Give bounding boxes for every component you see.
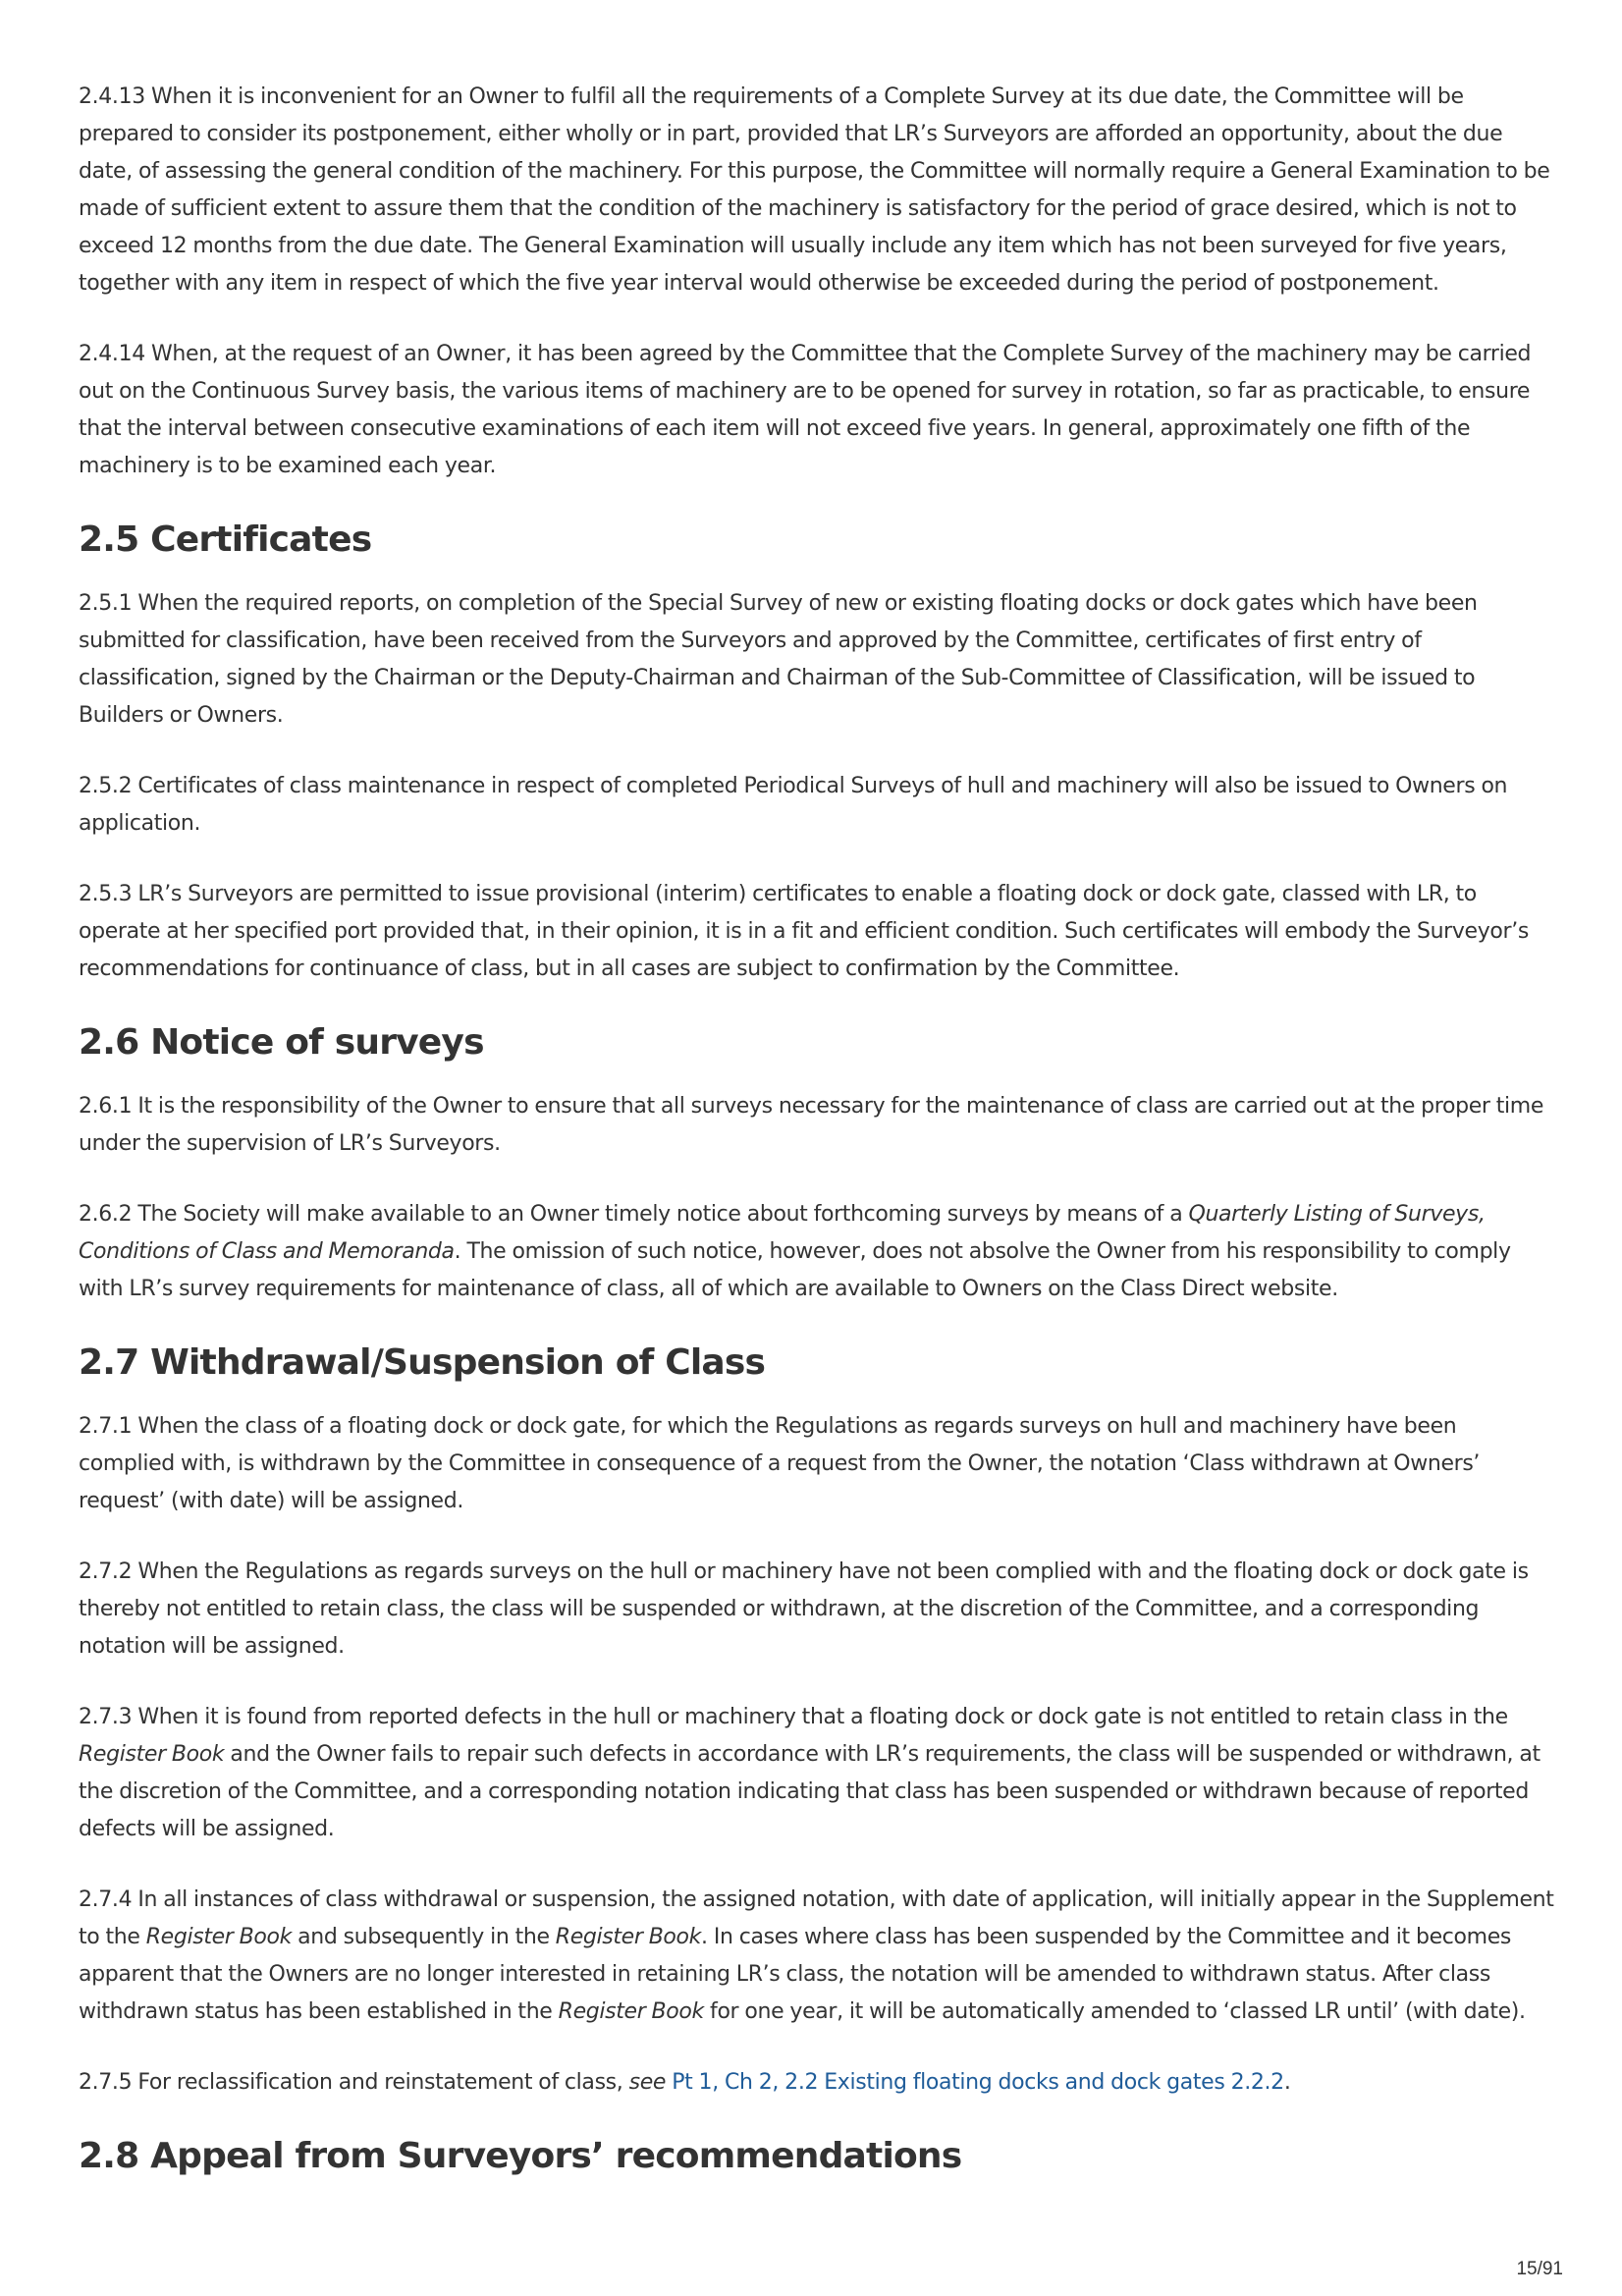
section-heading-notice-of-surveys: 2.6 Notice of surveys xyxy=(79,1022,484,1063)
section-heading-certificates: 2.5 Certificates xyxy=(79,519,372,560)
paragraph-2-5-2: 2.5.2 Certificates of class maintenance in respect of completed Periodical Surveys of hull and machinery will also be issued to Owners on application. xyxy=(79,774,1508,836)
paragraph-2-7-4-text-c: . In cases where class has been suspended by the Committee and it becomes apparent that the Owners are no longer interested in retaining LR’s class, the notation will be amended to withdrawn status. After class withdrawn status has been established in the xyxy=(79,1925,1512,2024)
paragraph-2-7-5 xyxy=(79,2064,1556,2102)
document-page xyxy=(79,79,1556,2202)
paragraph-2-7-4-text-b: and subsequently in the xyxy=(292,1925,556,1949)
paragraph-2-4-13: 2.4.13 When it is inconvenient for an Owner to fulfil all the requirements of a Complete Survey at its due date, the Committee will be prepared to consider its postponement, either wholly or in part, provided that LR’s Surveyors are afforded an opportunity, about the due date, of assessing the general condition of the machinery. For this purpose, the Committee will normally require a General Examination to be made of sufficient extent to assure them that the condition of the machinery is satisfactory for the period of grace desired, which is not to exceed 12 months from the due date. The General Examination will usually include any item which has not been surveyed for five years, together with any item in respect of which the five year interval would otherwise be exceeded during the period of postponement. xyxy=(79,84,1550,296)
paragraph-2-5-3: 2.5.3 LR’s Surveyors are permitted to issue provisional (interim) certificates to enable a floating dock or dock gate, classed with LR, to operate at her specified port provided that, in their opinion, it is in a fit and efficient condition. Such certificates will embody the Surveyor’s recommendations for continuance of class, but in all cases are subject to confirmation by the Committee. xyxy=(79,882,1529,981)
paragraph-2-4-14: 2.4.14 When, at the request of an Owner, it has been agreed by the Committee that the Complete Survey of the machinery may be carried out on the Continuous Survey basis, the various items of machinery are to be opened for survey in rotation, so far as practicable, to ensure that the interval between consecutive examinations of each item will not exceed five years. In general, approximately one fifth of the machinery is to be examined each year. xyxy=(79,342,1532,478)
paragraph-2-6-1: 2.6.1 It is the responsibility of the Owner to ensure that all surveys necessary for the maintenance of class are carried out at the proper time under the supervision of LR’s Surveyors. xyxy=(79,1094,1544,1156)
page-number: 15/91 xyxy=(1516,2259,1563,2279)
register-book-title: Register Book xyxy=(558,1999,704,2024)
paragraph-2-6-2-text: 2.6.2 The Society will make available to an Owner timely notice about forthcoming surveys by means of a xyxy=(79,1202,1189,1227)
see-word: see xyxy=(628,2070,667,2095)
section-heading-withdrawal-suspension: 2.7 Withdrawal/Suspension of Class xyxy=(79,1342,766,1383)
register-book-title: Register Book xyxy=(145,1925,292,1949)
paragraph-2-7-5-text: 2.7.5 For reclassification and reinstatement of class, xyxy=(79,2070,629,2095)
paragraph-2-6-2 xyxy=(79,1196,1556,1308)
paragraph-2-7-3-text-end: and the Owner fails to repair such defects in accordance with LR’s requirements, the class will be suspended or withdrawn, at the discretion of the Committee, and a corresponding notation indicating that class has been suspended or withdrawn because of reported defects will be assigned. xyxy=(79,1742,1541,1841)
paragraph-2-7-3-text: 2.7.3 When it is found from reported defects in the hull or machinery that a floating dock or dock gate is not entitled to retain class in the xyxy=(79,1705,1508,1729)
section-heading-appeal: 2.8 Appeal from Surveyors’ recommendations xyxy=(79,2136,962,2176)
cross-reference-link[interactable]: Pt 1, Ch 2, 2.2 Existing floating docks and dock gates 2.2.2 xyxy=(672,2070,1284,2095)
paragraph-2-7-2: 2.7.2 When the Regulations as regards surveys on the hull or machinery have not been complied with and the floating dock or dock gate is thereby not entitled to retain class, the class will be suspended or withdrawn, at the discretion of the Committee, and a corresponding notation will be assigned. xyxy=(79,1559,1529,1659)
paragraph-2-7-3 xyxy=(79,1699,1556,1848)
paragraph-2-7-1: 2.7.1 When the class of a floating dock or dock gate, for which the Regulations as regards surveys on hull and machinery have been complied with, is withdrawn by the Committee in consequence of a request from the Owner, the notation ‘Class withdrawn at Owners’ request’ (with date) will be assigned. xyxy=(79,1414,1481,1513)
paragraph-2-5-1: 2.5.1 When the required reports, on completion of the Special Survey of new or existing floating docks or dock gates which have been submitted for classification, have been received from the Surveyors and approved by the Committee, certificates of first entry of classification, signed by the Chairman or the Deputy-Chairman and Chairman of the Sub-Committee of Classification, will be issued to Builders or Owners. xyxy=(79,591,1478,728)
register-book-title: Register Book xyxy=(555,1925,702,1949)
paragraph-2-6-2-text-end: . The omission of such notice, however, does not absolve the Owner from his responsibility to comply with LR’s survey requirements for maintenance of class, all of which are available to Owners on the Class Direct website. xyxy=(79,1239,1511,1301)
register-book-title: Register Book xyxy=(79,1742,225,1767)
paragraph-2-7-4-text-d: for one year, it will be automatically amended to ‘classed LR until’ (with date). xyxy=(703,1999,1526,2024)
paragraph-2-7-4-text-a: 2.7.4 In all instances of class withdrawal or suspension, the assigned notation, with date of application, will initially appear in the Supplement to the xyxy=(79,1887,1554,1949)
paragraph-2-7-5-end: . xyxy=(1283,2070,1291,2095)
publication-title: Quarterly Listing of Surveys, Conditions of Class and Memoranda xyxy=(79,1202,1486,1264)
paragraph-2-7-4 xyxy=(79,1882,1556,2031)
